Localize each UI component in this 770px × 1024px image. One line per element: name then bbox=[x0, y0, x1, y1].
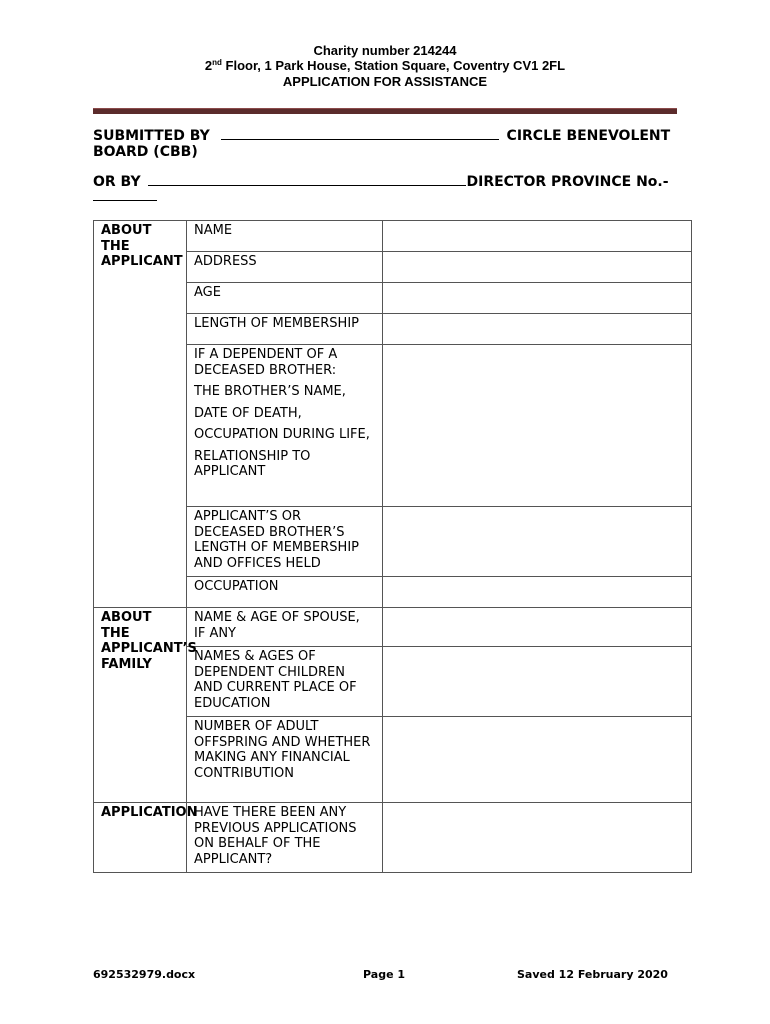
province-number-line bbox=[93, 189, 157, 205]
or-by-label: OR BY bbox=[93, 174, 141, 190]
question-children: NAMES & AGES OF DEPENDENT CHILDREN AND CURRENT PLACE OF EDUCATION bbox=[187, 647, 383, 717]
question-adult-offspring: NUMBER OF ADULT OFFSPRING AND WHETHER MAKING ANY FINANCIAL CONTRIBUTION bbox=[187, 717, 383, 803]
question-offices: APPLICANT’S OR DECEASED BROTHER’S LENGTH OF MEMBERSHIP AND OFFICES HELD bbox=[187, 507, 383, 577]
or-by-line bbox=[93, 174, 669, 190]
question-occupation: OCCUPATION bbox=[187, 577, 383, 608]
answer-membership[interactable] bbox=[383, 314, 692, 345]
answer-dependent[interactable] bbox=[383, 345, 692, 507]
submitted-by-org: CIRCLE BENEVOLENT bbox=[506, 128, 671, 144]
section-about-applicant: ABOUT THE APPLICANT bbox=[94, 221, 187, 608]
address-ordinal: 2 bbox=[204, 58, 213, 73]
submitted-by-line bbox=[93, 128, 677, 144]
question-date-of-death: DATE OF DEATH, bbox=[194, 405, 302, 421]
table-row bbox=[94, 608, 692, 647]
answer-children[interactable] bbox=[383, 647, 692, 717]
footer-page: Page 1 bbox=[363, 968, 406, 981]
section-about-family: ABOUT THE APPLICANT’S FAMILY bbox=[94, 608, 187, 803]
answer-occupation[interactable] bbox=[383, 577, 692, 608]
question-spouse: NAME & AGE OF SPOUSE, IF ANY bbox=[187, 608, 383, 647]
submitted-by-label: SUBMITTED BY bbox=[93, 128, 210, 144]
header-divider bbox=[93, 108, 677, 114]
answer-adult-offspring[interactable] bbox=[383, 717, 692, 803]
question-occupation-life: OCCUPATION DURING LIFE, bbox=[194, 427, 370, 442]
answer-spouse[interactable] bbox=[383, 608, 692, 647]
answer-address[interactable] bbox=[383, 252, 692, 283]
form-title: APPLICATION FOR ASSISTANCE bbox=[282, 74, 488, 89]
answer-offices[interactable] bbox=[383, 507, 692, 577]
question-dependent: IF A DEPENDENT OF A DECEASED BROTHER: bbox=[194, 347, 338, 378]
footer-filename: 692532979.docx bbox=[93, 968, 196, 981]
table-row bbox=[94, 221, 692, 252]
question-name: NAME bbox=[187, 221, 383, 252]
answer-age[interactable] bbox=[383, 283, 692, 314]
or-by-director-label: DIRECTOR PROVINCE No.- bbox=[466, 174, 669, 190]
submitted-by-line2: BOARD (CBB) bbox=[93, 144, 198, 160]
address-ordinal-suffix: nd bbox=[212, 58, 222, 67]
or-by-blank[interactable] bbox=[148, 174, 466, 186]
question-brother-name: THE BROTHER’S NAME, bbox=[194, 384, 346, 399]
question-previous: HAVE THERE BEEN ANY PREVIOUS APPLICATIONS ON BEHALF OF THE APPLICANT? bbox=[187, 803, 383, 873]
province-number-blank[interactable] bbox=[93, 189, 157, 201]
application-form-table bbox=[93, 220, 692, 873]
footer-saved-date: Saved 12 February 2020 bbox=[517, 968, 668, 981]
answer-previous[interactable] bbox=[383, 803, 692, 873]
address-line bbox=[0, 58, 770, 74]
submitted-by-blank[interactable] bbox=[221, 128, 499, 140]
table-row bbox=[94, 803, 692, 873]
address-rest: Floor, 1 Park House, Station Square, Coventry CV1 2FL bbox=[221, 58, 566, 73]
answer-name[interactable] bbox=[383, 221, 692, 252]
question-membership: LENGTH OF MEMBERSHIP bbox=[187, 314, 383, 345]
question-dependent-block bbox=[187, 345, 383, 507]
section-application: APPLICATION bbox=[94, 803, 187, 873]
charity-number: Charity number 214244 bbox=[313, 43, 457, 58]
question-age: AGE bbox=[187, 283, 383, 314]
question-address: ADDRESS bbox=[187, 252, 383, 283]
question-relationship: RELATIONSHIP TO APPLICANT bbox=[194, 448, 311, 479]
